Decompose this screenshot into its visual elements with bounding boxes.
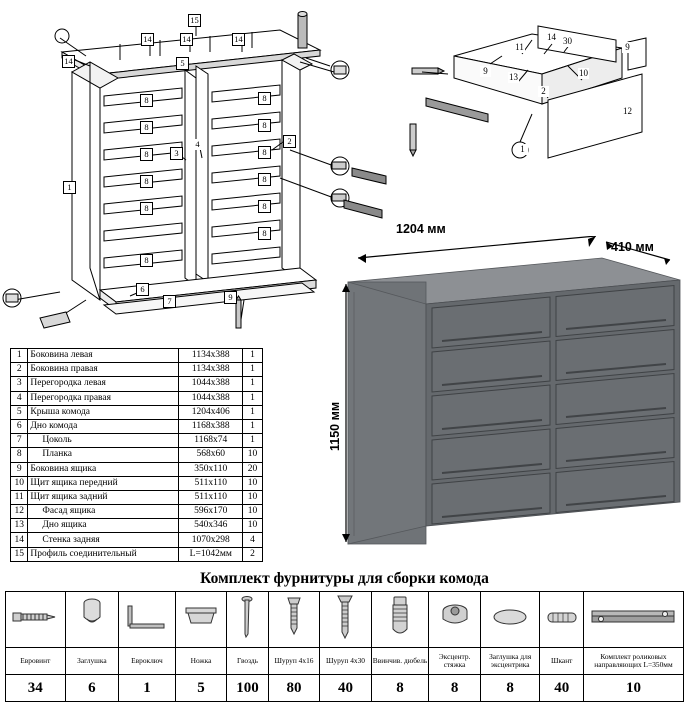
hardware-name: Заглушка для эксцентрика xyxy=(480,648,540,675)
callout-8-r5: 8 xyxy=(258,200,271,213)
part-dim: L=1042мм xyxy=(179,547,243,561)
part-dim: 1168x74 xyxy=(179,434,243,448)
part-dim: 1134x388 xyxy=(179,349,243,363)
hardware-name: Ввинчив. дюбель xyxy=(371,648,429,675)
depth-dimension-label: 410 мм xyxy=(611,240,654,254)
part-name: Боковина ящика xyxy=(28,462,179,476)
hardware-name: Ножка xyxy=(175,648,227,675)
part-qty: 10 xyxy=(243,519,263,533)
part-qty: 1 xyxy=(243,419,263,433)
hardware-name: Заглушка xyxy=(65,648,119,675)
part-name: Перегородка правая xyxy=(28,391,179,405)
part-qty: 1 xyxy=(243,405,263,419)
part-dim: 511x110 xyxy=(179,476,243,490)
callout-8-r4: 8 xyxy=(258,173,271,186)
part-no: 5 xyxy=(11,405,28,419)
table-row xyxy=(11,547,263,561)
hardware-name: Эксцентр. стяжка xyxy=(429,648,481,675)
part-no: 2 xyxy=(11,363,28,377)
part-qty: 10 xyxy=(243,448,263,462)
part-dim: 1070x298 xyxy=(179,533,243,547)
table-row xyxy=(11,490,263,504)
callout-8-l3: 8 xyxy=(140,148,153,161)
part-dim: 1204x406 xyxy=(179,405,243,419)
hardware-count: 8 xyxy=(429,675,481,702)
part-name: Стенка задняя xyxy=(28,533,179,547)
part-name: Перегородка левая xyxy=(28,377,179,391)
hardware-name: Гвоздь xyxy=(227,648,268,675)
callout-7: 7 xyxy=(163,295,176,308)
part-no: 9 xyxy=(11,462,28,476)
part-no: 11 xyxy=(11,490,28,504)
hardware-name: Евровинт xyxy=(6,648,66,675)
table-row xyxy=(11,434,263,448)
hardware-name-row xyxy=(6,648,684,675)
hardware-name: Шуруп 4x30 xyxy=(320,648,372,675)
table-row xyxy=(11,377,263,391)
callout-1: 1 xyxy=(63,181,76,194)
part-no: 14 xyxy=(11,533,28,547)
table-row xyxy=(11,533,263,547)
callout-8-r6: 8 xyxy=(258,227,271,240)
part-dim: 511x110 xyxy=(179,490,243,504)
cam-lock-icon xyxy=(429,592,481,648)
hardware-table xyxy=(5,591,684,702)
hardware-count: 100 xyxy=(227,675,268,702)
part-qty: 1 xyxy=(243,391,263,405)
hardware-count-row xyxy=(6,675,684,702)
callout-5: 5 xyxy=(176,57,189,70)
screw-icon xyxy=(268,592,320,648)
dresser-render xyxy=(266,222,686,566)
height-dimension-label: 1150 мм xyxy=(328,401,342,451)
table-row xyxy=(11,349,263,363)
table-row xyxy=(11,405,263,419)
callout-14-b: 14 xyxy=(180,33,193,46)
part-qty: 10 xyxy=(243,490,263,504)
part-qty: 20 xyxy=(243,462,263,476)
cam-cap-icon xyxy=(480,592,540,648)
drawer-callout-2: 2 xyxy=(538,86,549,97)
table-row xyxy=(11,519,263,533)
callout-8-r3: 8 xyxy=(258,146,271,159)
part-no: 13 xyxy=(11,519,28,533)
table-row xyxy=(11,476,263,490)
part-name: Боковина левая xyxy=(28,349,179,363)
hardware-count: 8 xyxy=(480,675,540,702)
part-name: Крыша комода xyxy=(28,405,179,419)
drawer-callout-11: 11 xyxy=(515,42,524,52)
part-name: Планка xyxy=(28,448,179,462)
part-qty: 1 xyxy=(243,349,263,363)
table-row xyxy=(11,419,263,433)
part-qty: 4 xyxy=(243,533,263,547)
callout-4: 4 xyxy=(192,139,203,150)
callout-8-l4: 8 xyxy=(140,175,153,188)
hardware-count: 40 xyxy=(320,675,372,702)
drawer-callout-13: 13 xyxy=(509,72,518,82)
hardware-count: 5 xyxy=(175,675,227,702)
part-dim: 596x170 xyxy=(179,505,243,519)
callout-14-c: 14 xyxy=(232,33,245,46)
euro-screw-icon xyxy=(6,592,66,648)
drawer-detail-diagram xyxy=(392,4,689,174)
hardware-count: 8 xyxy=(371,675,429,702)
hardware-count: 34 xyxy=(6,675,66,702)
width-dimension-label: 1204 мм xyxy=(396,222,446,236)
allen-key-icon xyxy=(119,592,176,648)
part-name: Фасад ящика xyxy=(28,505,179,519)
part-no: 4 xyxy=(11,391,28,405)
drawer-callout-14: 14 xyxy=(547,32,556,42)
part-dim: 1044x388 xyxy=(179,377,243,391)
hardware-name: Комплект роликовых направляющих L=350мм xyxy=(583,648,683,675)
callout-14-a: 14 xyxy=(141,33,154,46)
cap-icon xyxy=(65,592,119,648)
callout-8-r1: 8 xyxy=(258,92,271,105)
nail-icon xyxy=(227,592,268,648)
drawer-callout-9-left: 9 xyxy=(480,66,491,77)
part-qty: 1 xyxy=(243,434,263,448)
part-name: Щит ящика задний xyxy=(28,490,179,504)
part-qty: 1 xyxy=(243,377,263,391)
part-no: 10 xyxy=(11,476,28,490)
dowel-icon xyxy=(371,592,429,648)
part-qty: 1 xyxy=(243,363,263,377)
part-name: Цоколь xyxy=(28,434,179,448)
part-dim: 350x110 xyxy=(179,462,243,476)
part-name: Дно комода xyxy=(28,419,179,433)
hardware-count: 80 xyxy=(268,675,320,702)
hardware-count: 6 xyxy=(65,675,119,702)
part-name: Щит ящика передний xyxy=(28,476,179,490)
table-row xyxy=(11,363,263,377)
part-qty: 10 xyxy=(243,505,263,519)
callout-14-d: 14 xyxy=(62,55,75,68)
hardware-name: Шкант xyxy=(540,648,583,675)
part-dim: 540x346 xyxy=(179,519,243,533)
hardware-count: 1 xyxy=(119,675,176,702)
part-no: 15 xyxy=(11,547,28,561)
wood-dowel-icon xyxy=(540,592,583,648)
callout-15: 15 xyxy=(188,14,201,27)
table-row xyxy=(11,448,263,462)
table-row xyxy=(11,462,263,476)
callout-3: 3 xyxy=(170,147,183,160)
callout-2: 2 xyxy=(283,135,296,148)
callout-8-l2: 8 xyxy=(140,121,153,134)
callout-8-l5: 8 xyxy=(140,202,153,215)
drawer-callout-9-right: 9 xyxy=(622,42,633,53)
hardware-count: 40 xyxy=(540,675,583,702)
callout-6: 6 xyxy=(136,283,149,296)
part-name: Дно ящика xyxy=(28,519,179,533)
part-no: 7 xyxy=(11,434,28,448)
part-no: 1 xyxy=(11,349,28,363)
drawer-callout-12: 12 xyxy=(623,106,632,116)
parts-list-table xyxy=(10,348,263,562)
callout-8-l1: 8 xyxy=(140,94,153,107)
part-no: 3 xyxy=(11,377,28,391)
hardware-name: Шуруп 4x16 xyxy=(268,648,320,675)
hardware-section-title: Комплект фурнитуры для сборки комода xyxy=(200,570,489,587)
part-qty: 2 xyxy=(243,547,263,561)
part-dim: 1168x388 xyxy=(179,419,243,433)
drawer-callout-1: 1 xyxy=(517,144,528,155)
part-name: Профиль соединительный xyxy=(28,547,179,561)
part-no: 8 xyxy=(11,448,28,462)
table-row xyxy=(11,391,263,405)
drawer-callout-10: 10 xyxy=(579,68,588,78)
callout-8-r2: 8 xyxy=(258,119,271,132)
hardware-name: Евроключ xyxy=(119,648,176,675)
part-no: 6 xyxy=(11,419,28,433)
part-dim: 568x60 xyxy=(179,448,243,462)
slide-rail-icon xyxy=(583,592,683,648)
part-no: 12 xyxy=(11,505,28,519)
callout-8-l6: 8 xyxy=(140,254,153,267)
drawer-callout-30: 30 xyxy=(563,36,572,46)
table-row xyxy=(11,505,263,519)
part-dim: 1134x388 xyxy=(179,363,243,377)
part-qty: 10 xyxy=(243,476,263,490)
part-dim: 1044x388 xyxy=(179,391,243,405)
hardware-count: 10 xyxy=(583,675,683,702)
part-name: Боковина правая xyxy=(28,363,179,377)
hardware-icon-row xyxy=(6,592,684,648)
screw-long-icon xyxy=(320,592,372,648)
foot-icon xyxy=(175,592,227,648)
callout-9: 9 xyxy=(224,291,237,304)
